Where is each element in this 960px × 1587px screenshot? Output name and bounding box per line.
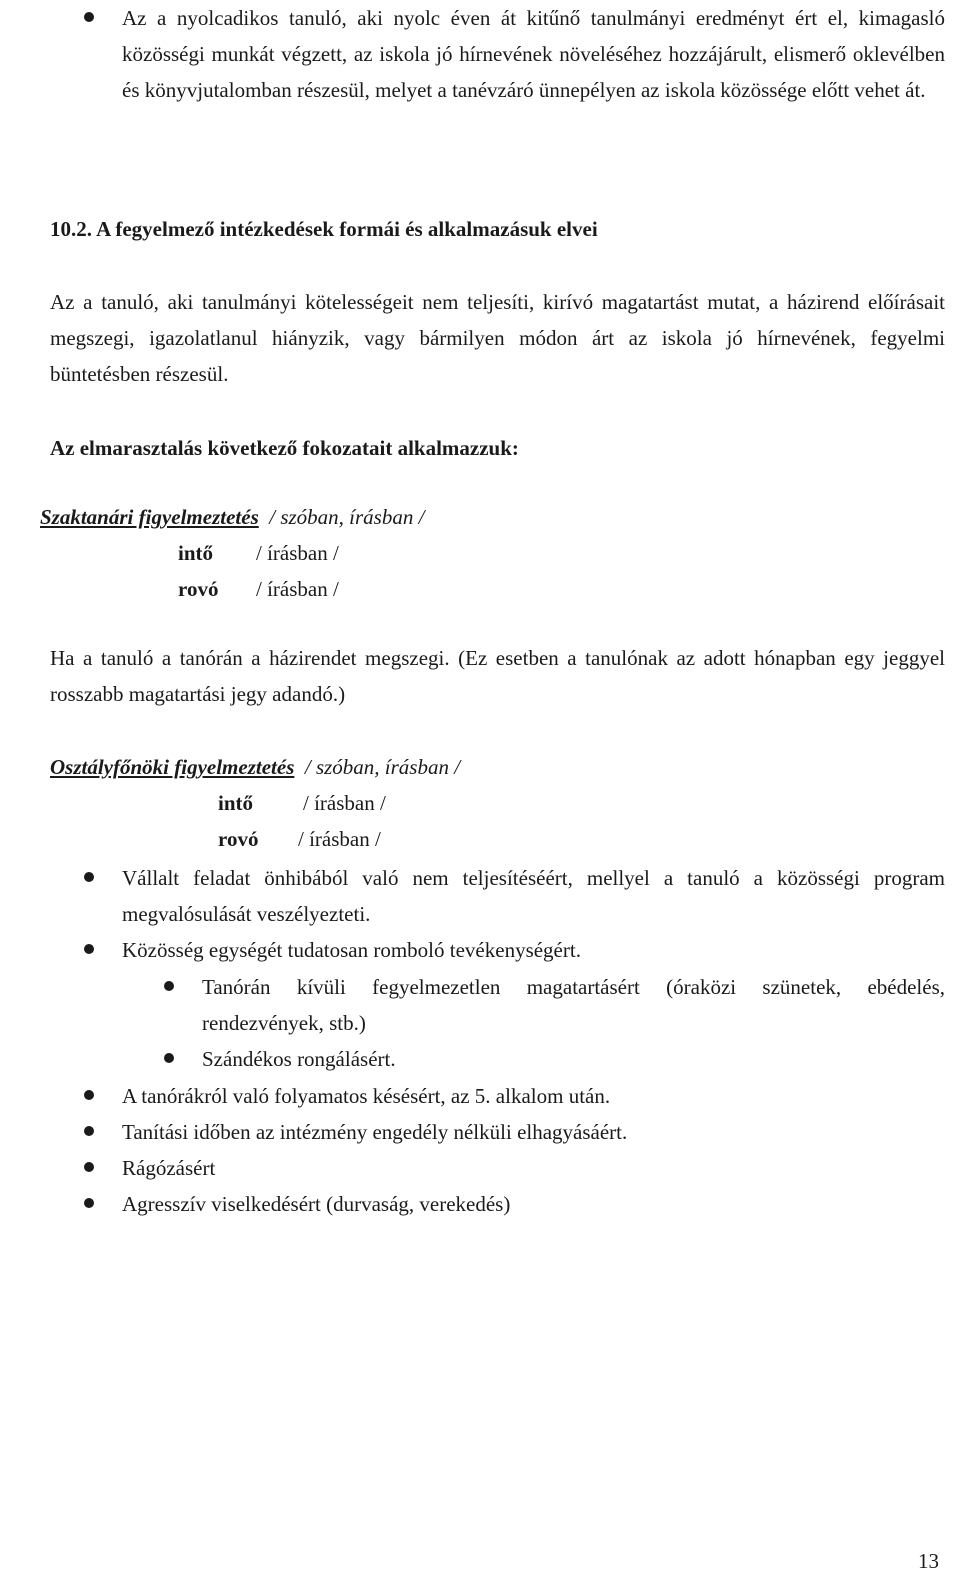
sub-level-note: / írásban / <box>298 827 381 851</box>
sub-level-rovo <box>218 821 381 857</box>
level-label: Osztályfőnöki figyelmeztetés <box>50 755 295 779</box>
list-item: Tanórán kívüli fegyelmezetlen magatartásért (óraközi szünetek, ebédelés, rendezvények, stb.) <box>202 975 945 1035</box>
levels-subheading: Az elmarasztalás következő fokozatait alkalmazzuk: <box>50 436 519 460</box>
intro-bullet-text: Az a nyolcadikos tanuló, aki nyolc éven át kitűnő tanulmányi eredményt ért el, kimagasló közösségi munkát végzett, az iskola jó hírnevének növeléséhez hozzájárult, elismerő oklevélben és könyvjutalomban részesül, melyet a tanévzáró ünnepélyen az iskola közössége előtt vehet át. <box>122 6 945 102</box>
section-heading <box>50 214 930 244</box>
sub-level-into <box>178 535 339 571</box>
sub-level-rovo <box>178 571 339 607</box>
sub-level-name: intő <box>178 541 214 565</box>
list-item: Szándékos rongálásért. <box>202 1047 396 1071</box>
sub-level-note: / írásban / <box>256 541 339 565</box>
list-item: Vállalt feladat önhibából való nem teljesítéséért, mellyel a tanuló a közösségi program megvalósulását veszélyezteti. <box>122 866 945 926</box>
level-class-teacher-warning <box>50 749 460 785</box>
level-note: / szóban, írásban / <box>304 755 461 779</box>
bullet-icon <box>84 12 94 22</box>
level-label: Szaktanári figyelmeztetés <box>40 505 259 529</box>
bullet-icon <box>84 1126 94 1136</box>
bullet-icon <box>84 872 94 882</box>
level1-text: Ha a tanuló a tanórán a házirendet megszegi. (Ez esetben a tanulónak az adott hónapban egy jeggyel rosszabb magatartási jegy adandó.) <box>50 646 945 706</box>
level-teacher-warning <box>40 499 424 535</box>
section-title: A fegyelmező intézkedések formái és alkalmazásuk elvei <box>96 217 598 241</box>
section-number: 10.2. <box>50 217 92 241</box>
bullet-icon <box>164 981 174 991</box>
sub-level-into <box>218 785 386 821</box>
sub-level-note: / írásban / <box>303 791 386 815</box>
list-item: Tanítási időben az intézmény engedély nélküli elhagyásáért. <box>122 1120 628 1144</box>
bullet-icon <box>84 944 94 954</box>
sub-level-note: / írásban / <box>256 577 339 601</box>
page-number: 13 <box>918 1549 939 1573</box>
bullet-icon <box>164 1053 174 1063</box>
bullet-icon <box>84 1090 94 1100</box>
list-item: A tanórákról való folyamatos késésért, az 5. alkalom után. <box>122 1084 611 1108</box>
bullet-icon <box>84 1198 94 1208</box>
level-note: / szóban, írásban / <box>269 505 425 529</box>
sub-level-name: rovó <box>178 577 219 601</box>
sub-level-name: rovó <box>218 827 259 851</box>
list-item: Közösség egységét tudatosan romboló tevékenységért. <box>122 938 581 962</box>
list-item: Rágózásért <box>122 1156 216 1180</box>
bullet-icon <box>84 1162 94 1172</box>
discipline-paragraph: Az a tanuló, aki tanulmányi kötelességeit nem teljesíti, kirívó magatartást mutat, a házirend előírásait megszegi, igazolatlanul hiányzik, vagy bármilyen módon árt az iskola jó hírnevének, fegyelmi büntetésben részesül. <box>50 290 945 386</box>
sub-level-name: intő <box>218 791 254 815</box>
list-item: Agresszív viselkedésért (durvaság, verekedés) <box>122 1192 511 1216</box>
